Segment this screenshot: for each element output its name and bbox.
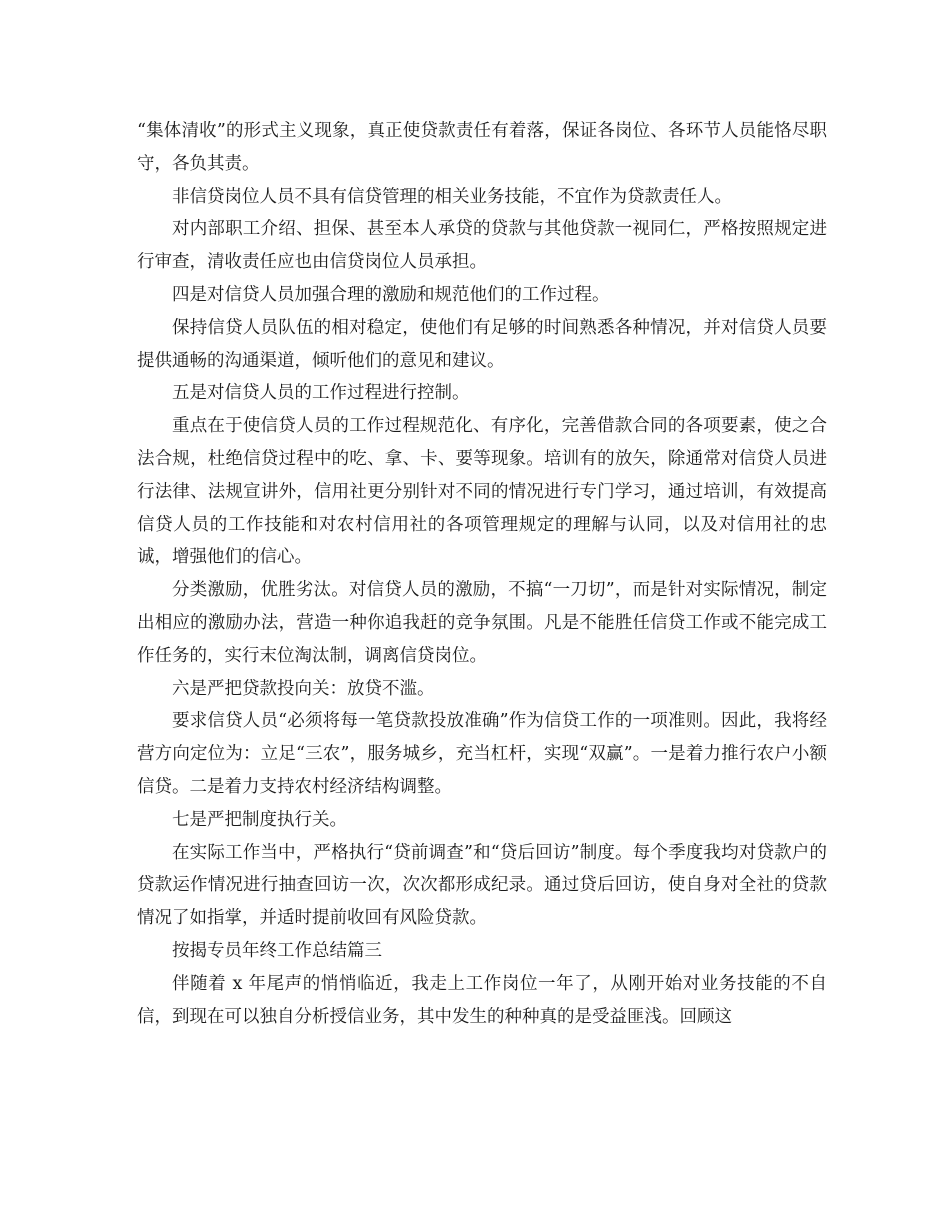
paragraph-2: 非信贷岗位人员不具有信贷管理的相关业务技能，不宜作为贷款责任人。 <box>172 186 732 207</box>
section-heading-4: 四是对信贷人员加强合理的激励和规范他们的工作过程。 <box>172 284 610 305</box>
paragraph-7: 重点在于使信贷人员的工作过程规范化、有序化，完善借款合同的各项要素，使之合法合规，杜绝信贷过程中的吃、拿、卡、要等现象。培训有的放矢，除通常对信贷人员进行法律、法规宣讲外，信用社更分别针对不同的情况进行专门学习，通过培训，有效提高信贷人员的工作技能和对农村信用社的各项管理规定的理解与认同，以及对信用社的忠诚，增强他们的信心。 <box>137 416 827 568</box>
paragraph-10: 要求信贷人员“必须将每一笔贷款投放准确”作为信贷工作的一项准则。因此，我将经营方向定位为：立足“三农”，服务城乡，充当杠杆，实现“双赢”。一是着力推行农户小额信贷。二是着力支持农村经济结构调整。 <box>137 711 827 797</box>
paragraph-3: 对内部职工介绍、担保、甚至本人承贷的贷款与其他贷款一视同仁，严格按照规定进行审查，清收责任应也由信贷岗位人员承担。 <box>137 219 827 273</box>
document-body <box>137 115 827 1033</box>
section-heading-7: 七是严把制度执行关。 <box>172 809 347 830</box>
section-heading-6: 六是严把贷款投向关：放贷不滥。 <box>172 678 435 699</box>
article-title-part-3: 按揭专员年终工作总结篇三 <box>172 940 382 961</box>
paragraph-5: 保持信贷人员队伍的相对稳定，使他们有足够的时间熟悉各种情况，并对信贷人员要提供通畅的沟通渠道，倾听他们的意见和建议。 <box>137 317 827 371</box>
paragraph-1: “集体清收”的形式主义现象，真正使贷款责任有着落，保证各岗位、各环节人员能恪尽职守，各负其责。 <box>137 121 827 174</box>
paragraph-12: 在实际工作当中，严格执行“贷前调查”和“贷后回访”制度。每个季度我均对贷款户的贷款运作情况进行抽查回访一次，次次都形成纪录。通过贷后回访，使自身对全社的贷款情况了如指掌，并适时提前收回有风险贷款。 <box>137 842 827 929</box>
paragraph-14: 伴随着 x 年尾声的悄悄临近，我走上工作岗位一年了，从刚开始对业务技能的不自信，到现在可以独自分析授信业务，其中发生的种种真的是受益匪浅。回顾这 <box>137 973 827 1027</box>
section-heading-5: 五是对信贷人员的工作过程进行控制。 <box>172 383 470 404</box>
paragraph-8: 分类激励，优胜劣汰。对信贷人员的激励，不搞“一刀切”，而是针对实际情况，制定出相应的激励办法，营造一种你追我赶的竞争氛围。凡是不能胜任信贷工作或不能完成工作任务的，实行末位淘汰制，调离信贷岗位。 <box>137 580 827 666</box>
